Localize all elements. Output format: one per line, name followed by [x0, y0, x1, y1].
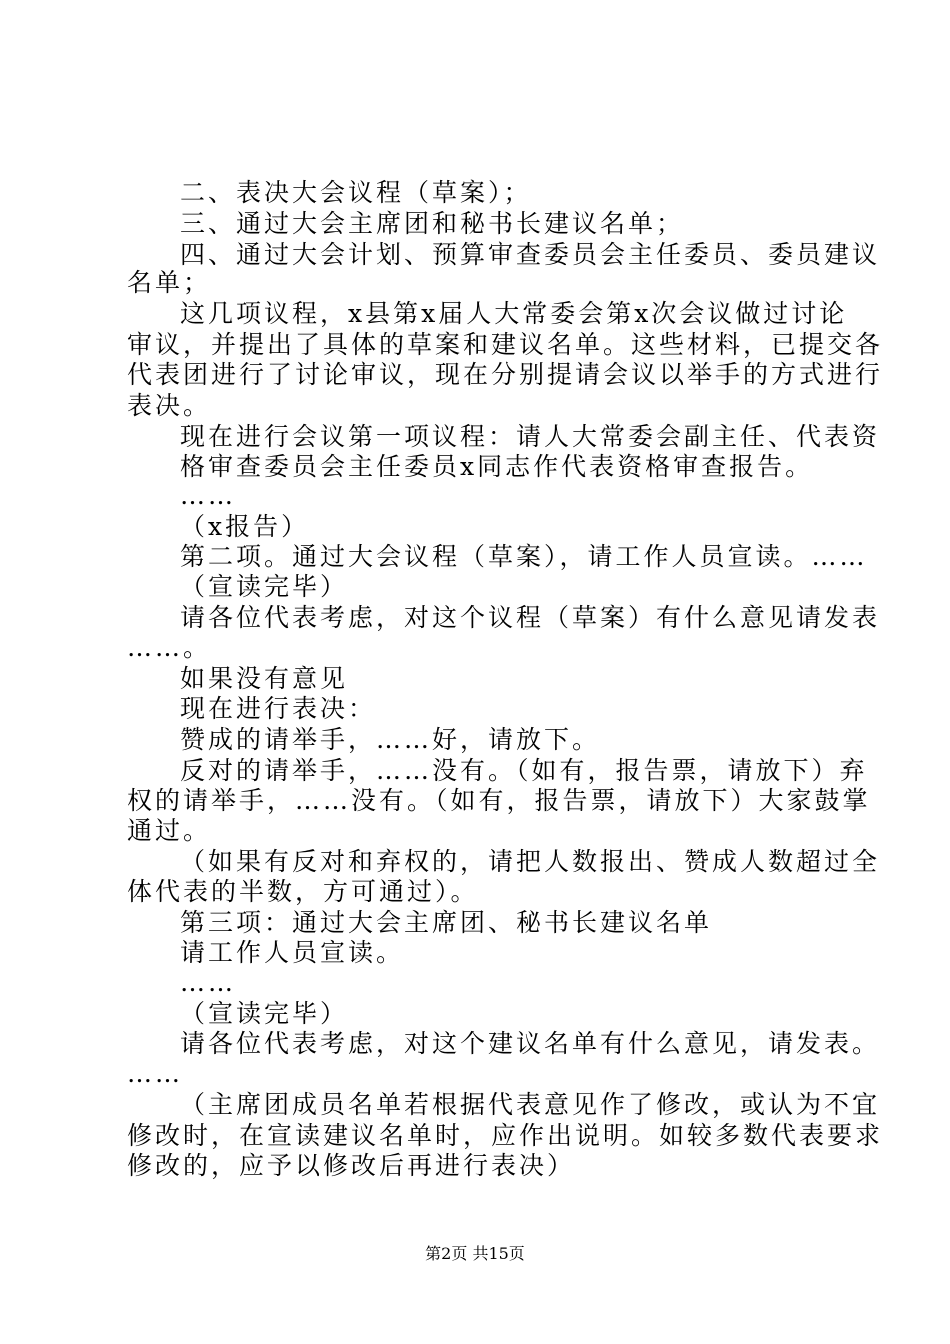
text-line: 四、通过大会计划、预算审查委员会主任委员、委员建议 [180, 240, 881, 269]
text-line: 代表团进行了讨论审议，现在分别提请会议以举手的方式进行 [127, 360, 884, 389]
text-line: 请工作人员宣读。 [180, 938, 405, 967]
text-line: 格审查委员会主任委员x同志作代表资格审查报告。 [180, 452, 814, 481]
text-line: 修改的，应予以修改后再进行表决） [127, 1151, 576, 1180]
text-line: …… [180, 481, 236, 510]
text-line: 通过。 [127, 816, 212, 845]
text-line: …… [127, 1059, 183, 1088]
text-line: 权的请举手，……没有。（如有，报告票，请放下）大家鼓掌 [127, 786, 871, 815]
text-line: （宣读完毕） [180, 999, 349, 1028]
text-line: 体代表的半数，方可通过）。 [127, 877, 479, 906]
text-line: 第三项：通过大会主席团、秘书长建议名单 [180, 908, 713, 937]
text-line: （宣读完毕） [180, 572, 349, 601]
text-line: 如果没有意见 [180, 664, 349, 693]
text-line: （x报告） [180, 512, 310, 541]
text-line: 反对的请举手，……没有。（如有，报告票，请放下）弃 [180, 756, 868, 785]
text-line: 赞成的请举手，……好，请放下。 [180, 725, 601, 754]
text-line: 现在进行会议第一项议程：请人大常委会副主任、代表资 [180, 422, 881, 451]
text-line: 审议，并提出了具体的草案和建议名单。这些材料，已提交各 [127, 330, 884, 359]
text-line: 二、表决大会议程（草案）； [180, 178, 532, 207]
text-line: 请各位代表考虑，对这个议程（草案）有什么意见请发表 [180, 603, 881, 632]
text-line: （如果有反对和弃权的，请把人数报出、赞成人数超过全 [180, 847, 881, 876]
text-line: 三、通过大会主席团和秘书长建议名单； [180, 209, 685, 238]
text-line: （主席团成员名单若根据代表意见作了修改，或认为不宜 [180, 1090, 881, 1119]
text-line: 表决。 [127, 391, 212, 420]
text-line: 名单； [127, 268, 212, 297]
text-line: …… [180, 968, 236, 997]
text-line: ……。 [127, 633, 212, 662]
text-line: 第二项。通过大会议程（草案），请工作人员宣读。…… [180, 542, 868, 571]
text-line: 请各位代表考虑，对这个建议名单有什么意见，请发表。 [180, 1029, 881, 1058]
text-line: 现在进行表决： [180, 694, 377, 723]
text-line: 这几项议程，x县第x届人大常委会第x次会议做过讨论 [180, 299, 848, 328]
page-number-footer: 第2页 共15页 [425, 1244, 525, 1263]
text-line: 修改时，在宣读建议名单时，应作出说明。如较多数代表要求 [127, 1121, 884, 1150]
